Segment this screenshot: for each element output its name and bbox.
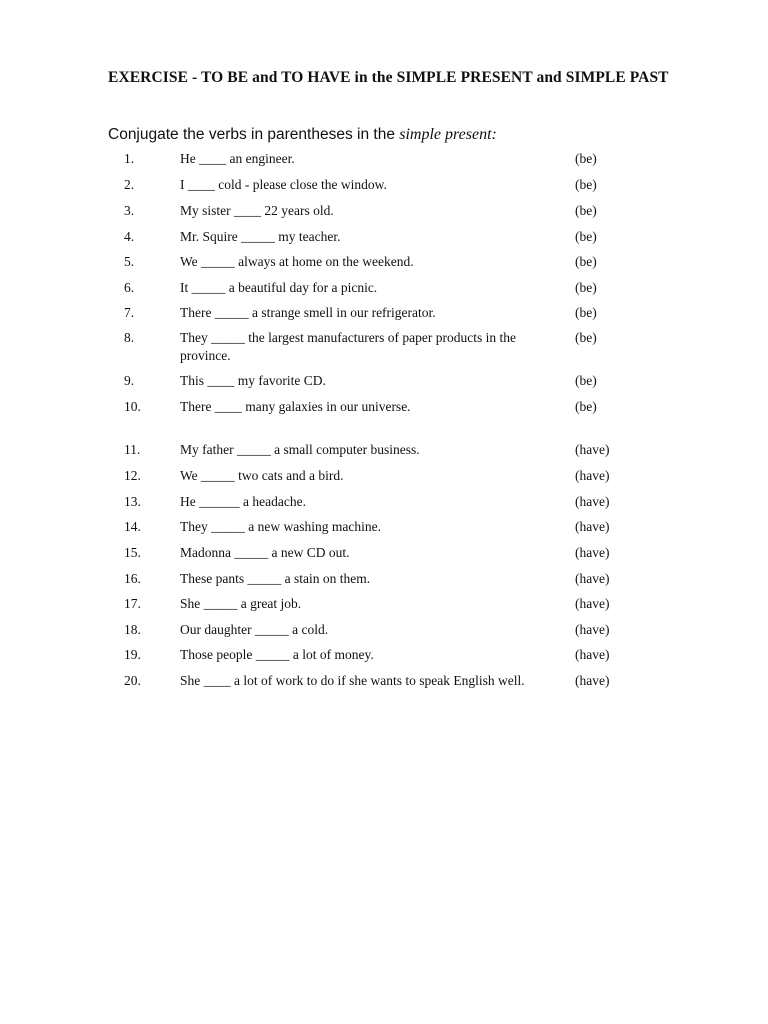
item-number: 5. — [124, 254, 135, 269]
item-sentence: I ____ cold - please close the window. — [180, 177, 387, 192]
item-verb-hint: (have) — [575, 571, 610, 586]
item-sentence: She _____ a great job. — [180, 596, 302, 611]
item-sentence: My sister ____ 22 years old. — [180, 203, 334, 218]
item-sentence: It _____ a beautiful day for a picnic. — [180, 280, 378, 295]
instruction-emphasis: simple present: — [399, 126, 497, 143]
item-sentence: They _____ a new washing machine. — [180, 519, 381, 534]
item-verb-hint: (have) — [575, 494, 610, 509]
item-number: 18. — [124, 622, 141, 637]
item-number: 12. — [124, 468, 141, 483]
item-sentence: These pants _____ a stain on them. — [180, 571, 371, 586]
item-sentence: He ____ an engineer. — [180, 151, 295, 166]
item-number: 16. — [124, 571, 141, 586]
page-title: EXERCISE - TO BE and TO HAVE in the SIMPLE PRESENT and SIMPLE PAST — [108, 69, 669, 86]
item-sentence: He ______ a headache. — [180, 494, 306, 509]
item-sentence: We _____ always at home on the weekend. — [180, 254, 414, 269]
item-sentence: Our daughter _____ a cold. — [180, 622, 329, 637]
instruction-prefix: Conjugate the verbs in parentheses in the — [108, 126, 400, 143]
item-sentence: She ____ a lot of work to do if she wants to speak English well. — [180, 673, 525, 688]
item-verb-hint: (be) — [575, 399, 597, 414]
item-sentence: Mr. Squire _____ my teacher. — [180, 229, 341, 244]
item-number: 6. — [124, 280, 135, 295]
item-sentence: This ____ my favorite CD. — [180, 373, 326, 388]
item-verb-hint: (have) — [575, 596, 610, 611]
item-sentence: My father _____ a small computer business. — [180, 442, 420, 457]
item-number: 15. — [124, 545, 141, 560]
item-number: 3. — [124, 203, 135, 218]
instruction — [108, 125, 497, 145]
item-sentence: Those people _____ a lot of money. — [180, 647, 374, 662]
item-sentence: There ____ many galaxies in our universe. — [180, 399, 411, 414]
item-number: 17. — [124, 596, 141, 611]
item-verb-hint: (have) — [575, 622, 610, 637]
item-verb-hint: (be) — [575, 203, 597, 218]
item-verb-hint: (have) — [575, 519, 610, 534]
item-sentence: We _____ two cats and a bird. — [180, 468, 344, 483]
item-number: 2. — [124, 177, 135, 192]
item-number: 13. — [124, 494, 141, 509]
item-verb-hint: (be) — [575, 305, 597, 320]
item-number: 1. — [124, 151, 135, 166]
item-verb-hint: (be) — [575, 254, 597, 269]
item-verb-hint: (have) — [575, 545, 610, 560]
item-number: 9. — [124, 373, 135, 388]
item-verb-hint: (have) — [575, 442, 610, 457]
item-number: 7. — [124, 305, 135, 320]
item-number: 8. — [124, 330, 135, 345]
item-verb-hint: (have) — [575, 673, 610, 688]
item-verb-hint: (be) — [575, 151, 597, 166]
item-number: 10. — [124, 399, 141, 414]
item-number: 4. — [124, 229, 135, 244]
item-verb-hint: (have) — [575, 468, 610, 483]
item-verb-hint: (be) — [575, 229, 597, 244]
item-sentence: There _____ a strange smell in our refrigerator. — [180, 305, 436, 320]
item-number: 19. — [124, 647, 141, 662]
item-verb-hint: (be) — [575, 280, 597, 295]
item-verb-hint: (be) — [575, 373, 597, 388]
item-sentence: Madonna _____ a new CD out. — [180, 545, 350, 560]
item-verb-hint: (be) — [575, 177, 597, 192]
item-sentence: They _____ the largest manufacturers of paper products in the province. — [180, 330, 517, 363]
item-verb-hint: (have) — [575, 647, 610, 662]
item-number: 11. — [124, 442, 141, 457]
item-verb-hint: (be) — [575, 330, 597, 345]
item-number: 14. — [124, 519, 141, 534]
item-number: 20. — [124, 673, 141, 688]
